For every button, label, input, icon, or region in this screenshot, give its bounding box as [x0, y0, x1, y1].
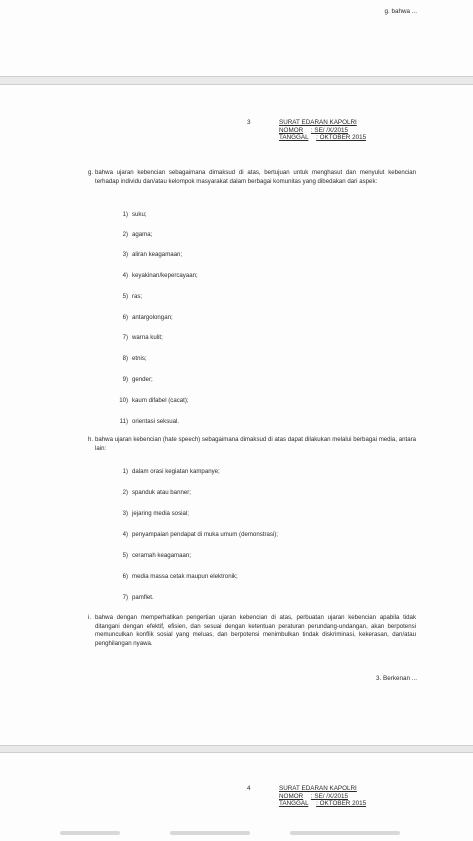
page-2: 3 SURAT EDARAN KAPOLRI NOMOR : SE/ /X/2015 TANGGAL : OKTOBER 2015 g. bahwa ujaran kebencian sebagaimana dimaksud di atas, bertujuan untuk menghasut dan menyulut kebencian terhadap individu dan/atau kelompok masyarakat dalam berbagai komunitas yang dibedakan dari aspek: 1) suku; 2) agama; 3) aliran keagamaan; 4) keyakinan/kepercayaan; 5) ras; 6) antargolongan; 7) warna kulit; 8) etnis; 9) gender; 10) kaum difabel (cacat); 11) orientasi seksual. h. bahwa ujaran kebencian (hate speech) sebagaimana dimaksud di atas dapat dilakukan melalui berbagai media, antara lain: 1) dalam orasi kegiatan kampanye; 2) spanduk atau banner; 3) jejaring media sosial; 4) penyampaian pendapat di muka umum (demonstrasi); 5) ceramah keagamaan; 6) media massa cetak maupun elektronik; 7) pamflet. i. bahwa dengan memperhatikan pengertian ujaran kebencian di atas, perbuatan ujaran kebencian apabila tidak ditangani dengan efektif, efisien, dan sesuai dengan ketentuan peraturan perundang-undangan, akan berpotensi memunculkan konflik sosial yang meluas, dan berpotensi menimbulkan tindak diskriminasi, kekerasan, dan/atau penghilangan nyawa. 3. Berkenan ... — [0, 84, 473, 746]
section-g — [88, 169, 416, 186]
section-i — [88, 614, 416, 648]
page-1 — [0, 0, 473, 77]
section-label: i. — [88, 614, 92, 621]
section-label: g. — [88, 169, 94, 176]
header-nomor: NOMOR : SE/ /X/2015 — [279, 126, 348, 134]
cut-off-text-line — [60, 831, 120, 835]
section-label: h. — [88, 436, 94, 443]
continuation-text: 3. Berkenan ... — [376, 675, 417, 682]
header-nomor: NOMOR : SE/ /X/2015 — [279, 792, 348, 800]
header-title: SURAT EDARAN KAPOLRI — [279, 785, 357, 792]
header-tanggal: TANGGAL : OKTOBER 2015 — [279, 134, 367, 141]
section-text: bahwa dengan memperhatikan pengertian ujaran kebencian di atas, perbuatan ujaran kebencian apabila tidak ditangani dengan efektif, efisien, dan sesuai dengan ketentuan peraturan perundang-undangan, akan berpotensi memunculkan konflik sosial yang meluas, dan berpotensi menimbulkan tindak diskriminasi, kekerasan, dan/atau penghilangan nyawa. — [95, 614, 416, 647]
section-h — [88, 436, 416, 453]
section-text: bahwa ujaran kebencian sebagaimana dimaksud di atas, bertujuan untuk menghasut dan menyulut kebencian terhadap individu dan/atau kelompok masyarakat dalam berbagai komunitas yang dibedakan dari aspek: — [95, 169, 416, 185]
section-text: bahwa ujaran kebencian (hate speech) sebagaimana dimaksud di atas dapat dilakukan melalui berbagai media, antara lain: — [95, 436, 416, 452]
header-tanggal: TANGGAL : OKTOBER 2015 — [279, 800, 367, 807]
page-number: 3 — [247, 119, 251, 126]
page-header — [247, 785, 367, 808]
cut-off-text-line — [170, 831, 250, 835]
page-header — [247, 119, 367, 142]
page-number: 4 — [247, 785, 251, 792]
header-title: SURAT EDARAN KAPOLRI — [279, 119, 357, 126]
continuation-text: g. bahwa ... — [384, 8, 417, 15]
cut-off-text-line — [290, 831, 400, 835]
page-3 — [0, 752, 473, 841]
